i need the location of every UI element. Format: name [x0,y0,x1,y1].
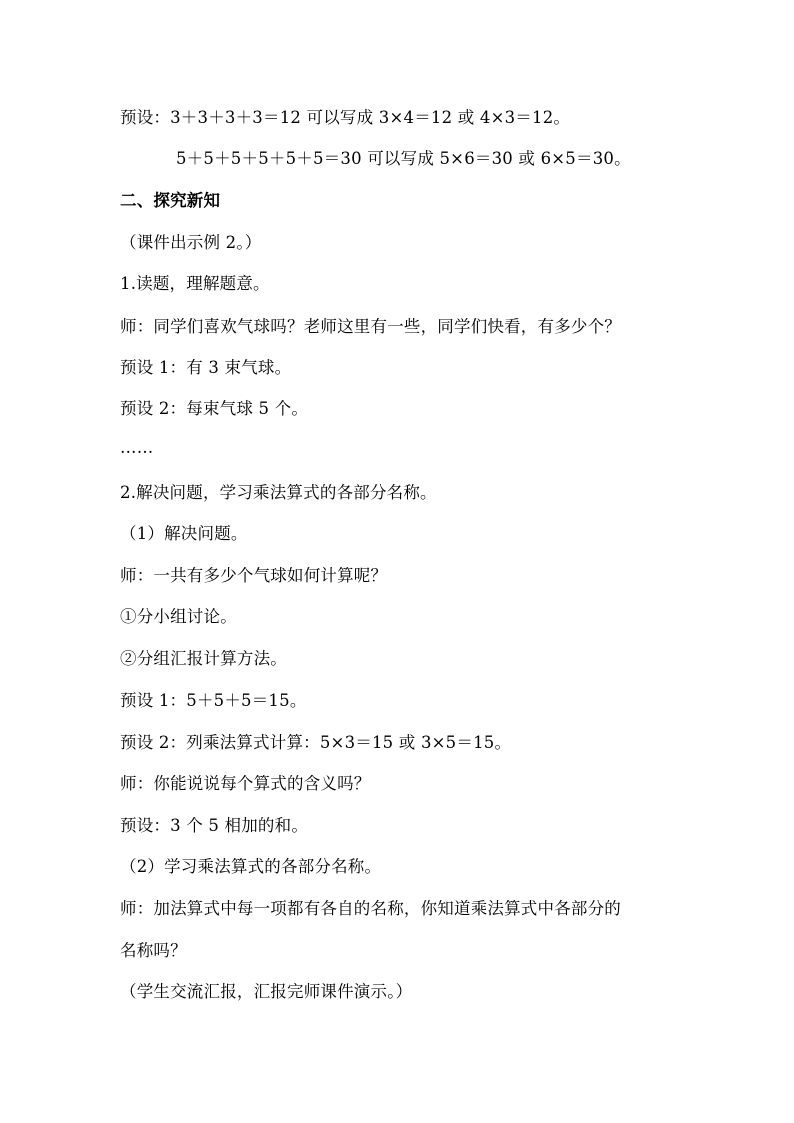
text-line: 5＋5＋5＋5＋5＋5＝30 可以写成 5×6＝30 或 6×5＝30。 [176,149,631,168]
ellipsis-line: …… [120,438,154,457]
text-line: （1）解决问题。 [120,524,248,543]
text-line: 预设 2：每束气球 5 个。 [120,399,309,418]
text-line: 师：你能说说每个算式的含义吗？ [120,774,371,793]
text-line: （课件出示例 2。） [120,233,262,252]
text-line: 预设 2：列乘法算式计算：5×3＝15 或 3×5＝15。 [120,733,512,752]
text-line: 预设 1：5＋5＋5＝15。 [120,691,307,710]
text-line: （2）学习乘法算式的各部分名称。 [120,857,382,876]
text-line: 名称吗？ [120,941,187,960]
text-line: 师：加法算式中每一项都有各自的名称，你知道乘法算式中各部分的 [120,899,621,918]
section-heading: 二、探究新知 [120,191,221,210]
text-line: （学生交流汇报，汇报完师课件演示。） [120,982,413,1001]
text-line: ①分小组讨论。 [120,607,237,626]
text-line: 预设：3 个 5 相加的和。 [120,816,309,835]
text-line: ②分组汇报计算方法。 [120,649,287,668]
text-line: 1.读题，理解题意。 [120,274,270,293]
text-line: 2.解决问题，学习乘法算式的各部分名称。 [120,483,437,502]
text-line: 师：一共有多少个气球如何计算呢？ [120,566,388,585]
text-line: 预设 1：有 3 束气球。 [120,358,292,377]
text-line: 预设：3＋3＋3＋3＝12 可以写成 3×4＝12 或 4×3＝12。 [120,108,571,127]
text-line: 师：同学们喜欢气球吗？老师这里有一些，同学们快看，有多少个？ [120,317,621,336]
